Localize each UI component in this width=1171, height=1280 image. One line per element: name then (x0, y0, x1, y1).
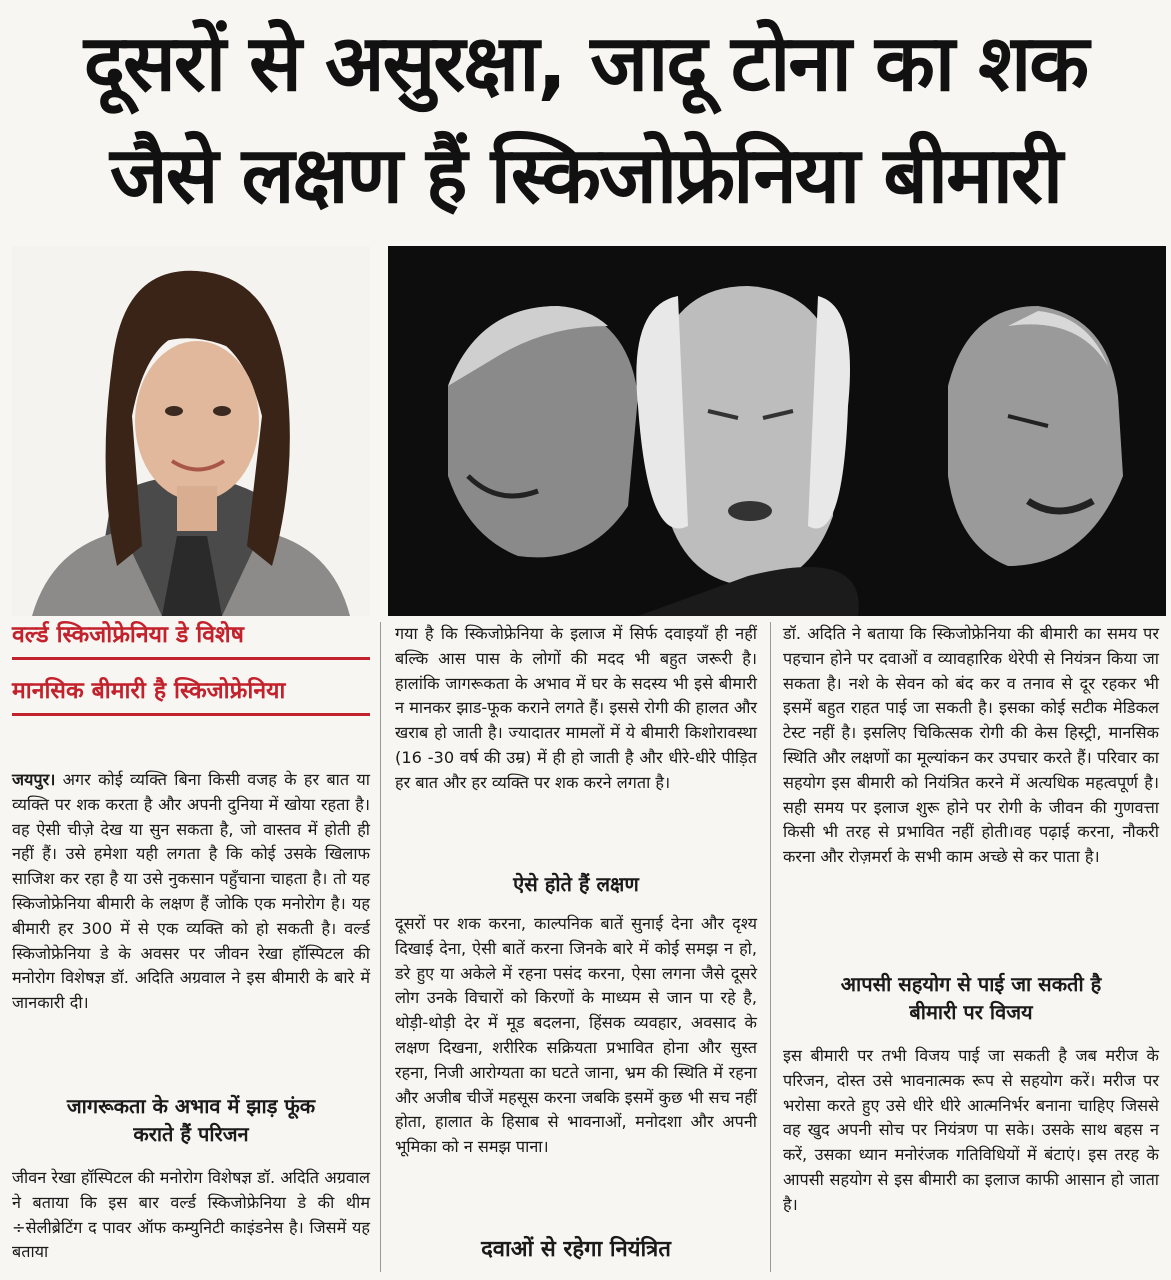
subhead-awareness-line-2: कराते हैं परिजन (133, 1122, 249, 1146)
support-paragraph: इस बीमारी पर तभी विजय पाई जा सकती है जब मरीज के परिजन, दोस्त उसे भावनात्मक रूप से सहयोग करें। मरीज पर भरोसा करते हुए उसे धीरे धीरे आत्मनिर्भर बनाना चाहिए जिससे वह खुद अपनी सोच पर नियंत्रण पा सके। उसके साथ बहस न करें, उसका ध्यान मनोरंजक गतिविधियों में बंटाएं। इस तरह के आपसी सहयोग से इस बीमारी का इलाज काफी आसान हो जाता है। (783, 1046, 1159, 1214)
subhead-support-line-1: आपसी सहयोग से पाई जा सकती है (840, 972, 1102, 996)
column-2-symptoms (395, 912, 757, 1160)
subhead-support-line-2: बीमारी पर विजय (909, 1000, 1033, 1024)
section-label: वर्ल्ड स्किजोफ्रेनिया डे विशेष (12, 622, 244, 648)
headline-line-1: दूसरों से असुरक्षा, जादू टोना का शक (83, 19, 1088, 109)
column-3-top (783, 622, 1159, 870)
subhead-symptoms-text: ऐसे होते हैं लक्षण (513, 872, 639, 896)
column-divider-1 (380, 622, 381, 1272)
section-title: मानसिक बीमारी है स्किजोफ्रेनिया (12, 678, 286, 704)
section-divider-top (12, 657, 370, 660)
column-1-intro (12, 768, 370, 1016)
subhead-medicine (395, 1236, 757, 1264)
headline-line-2: जैसे लक्षण हैं स्किजोफ्रेनिया बीमारी (109, 131, 1062, 221)
column-1-continued (12, 1166, 370, 1265)
column-2-top (395, 622, 757, 796)
intro-paragraph (12, 768, 370, 1016)
schizophrenia-faces-photo (388, 246, 1166, 616)
headline (0, 0, 1171, 240)
control-paragraph: डॉ. अदिति ने बताया कि स्किजोफ्रेनिया की बीमारी का समय पर पहचान होने पर दवाओं व व्यावहारिक थेरेपी से नियंत्रन किया जा सकता है। नशे के सेवन को बंद कर व तनाव से दूर रहकर भी इसमें बहुत राहत पाई जा सकती है। इसका कोई सटीक मेडिकल टेस्ट नहीं है। इसलिए चिकित्सक रोगी की केस हिस्ट्री, मानसिक स्थिति और लक्षणों का मूल्यांकन कर उपचार करते हैं। परिवार का सहयोग इस बीमारी को नियंत्रित करने में अत्यधिक महत्वपूर्ण है। सही समय पर इलाज शुरू होने पर रोगी के जीवन की गुणवत्ता किसी भी तरह से प्रभावित नहीं होती।वह पढ़ाई करना, नौकरी करना और रोज़मर्रा के सभी काम अच्छे से कर पाता है। (783, 624, 1159, 867)
column-divider-2 (770, 622, 771, 1272)
subhead-awareness-line-1: जागरूकता के अभाव में झाड़ फूंक (66, 1094, 316, 1118)
theme-paragraph: जीवन रेखा हॉस्पिटल की मनोरोग विशेषज्ञ डॉ. अदिति अग्रवाल ने बताया कि इस बार वर्ल्ड स्किजोफ्रेनिया डे की थीम ÷सेलीब्रेटिंग द पावर ऑफ कम्युनिटी काइंडनेस है। जिसमें यह बताया (12, 1168, 370, 1262)
section-divider-bottom (12, 713, 370, 716)
symptoms-paragraph: दूसरों पर शक करना, काल्पनिक बातें सुनाई देना और दृश्य दिखाई देना, ऐसी बातें करना जिनके बारे में कोई समझ न हो, डरे हुए या अकेले में रहना पसंद करना, ऐसा लगना जैसे दूसरे लोग उनके विचारों को किरणों के माध्यम से जान पा रहे है, थोड़ी-थोड़ी देर में मूड बदलना, हिंसक व्यवहार, अवसाद के लक्षण दिखना, शरीरिक सक्रियता प्रभावित होना और सुस्त रहना, निजी आरोग्यता का घटते जाना, भ्रम की स्थिति में रहना और अजीब चीजें महसूस करना जबकि इसमें कुछ भी सच नहीं होता, हालात के हिसाब से भावनाओं, मनोदशा और अपनी भूमिका को न समझ पाना। (395, 914, 757, 1157)
subhead-symptoms (395, 870, 757, 898)
subhead-support (783, 970, 1159, 1026)
dateline: जयपुर। (12, 770, 56, 789)
subhead-medicine-text: दवाओं से रहेगा नियंत्रित (481, 1237, 671, 1262)
intro-text: अगर कोई व्यक्ति बिना किसी वजह के हर बात या व्यक्ति पर शक करता है और अपनी दुनिया में खोया रहता है। वह ऐसी चीज़े देख या सुन सकता है, जो वास्तव में होती ही नहीं हैं। उसे हमेशा यही लगता है कि कोई उसके खिलाफ साजिश कर रहा है या उसे नुकसान पहुँचाना चाहता है। तो यह स्किजोफ्रेनिया बीमारी के लक्षण हैं जोकि एक मनोरोग है। यह बीमारी हर 300 में से एक व्यक्ति को हो सकती है। वर्ल्ड स्किजोफ्रेनिया डे के अवसर पर जीवन रेखा हॉस्पिटल की मनोरोग विशेषज्ञ डॉ. अदिति अग्रवाल ने इस बीमारी के बारे में जानकारी दी। (12, 770, 370, 1013)
doctor-portrait-photo (12, 246, 370, 616)
three-faces-illustration (388, 246, 1166, 616)
subhead-awareness (12, 1092, 370, 1148)
doctor-portrait-illustration (12, 246, 370, 616)
column-3-support (783, 1044, 1159, 1218)
treatment-paragraph: गया है कि स्किजोफ्रेनिया के इलाज में सिर्फ दवाइयाँ ही नहीं बल्कि आस पास के लोगों की मदद भी बहुत जरूरी है। हालांकि जागरूकता के अभाव में घर के सदस्य भी इसे बीमारी न मानकर झाड-फूक कराने लगते हैं। इससे रोगी की हालत और खराब हो जाती है। ज्यादातर मामलों में ये बीमारी किशोरावस्था (16 -30 वर्ष की उम्र) में ही हो जाती है और धीरे-धीरे पीड़ित हर बात और हर व्यक्ति पर शक करने लगता है। (395, 624, 757, 792)
